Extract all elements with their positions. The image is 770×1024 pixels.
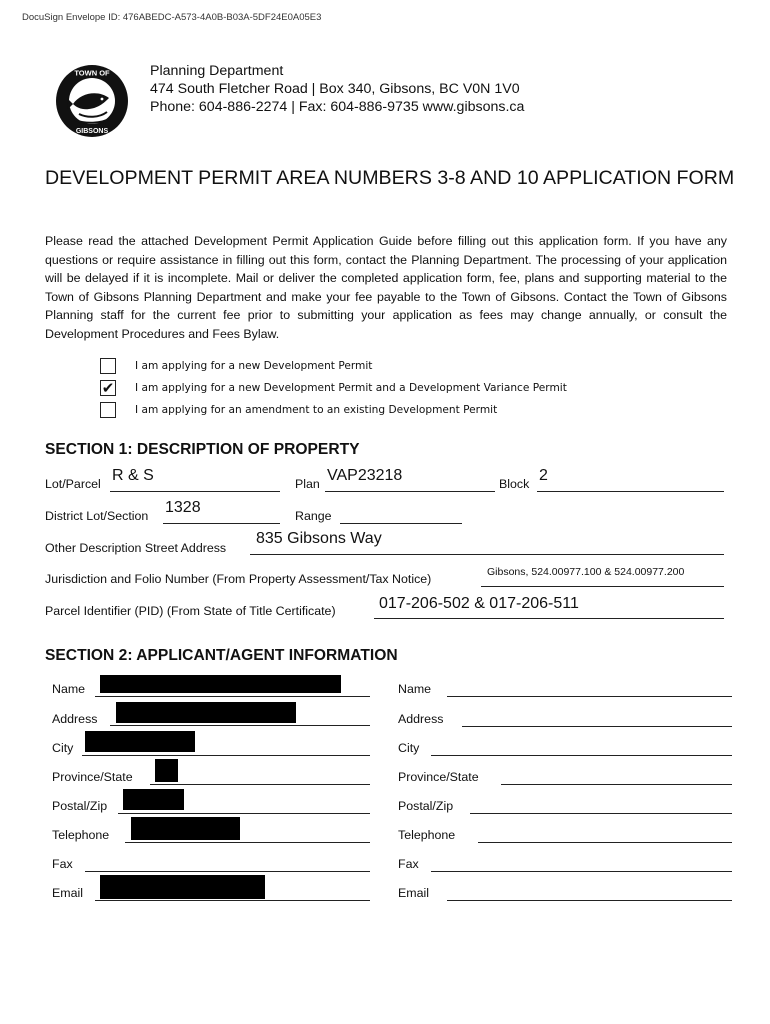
redaction-block <box>85 731 195 752</box>
applicant-fax-label: Fax <box>52 857 73 871</box>
option-label: I am applying for an amendment to an existing Development Permit <box>135 404 498 416</box>
option-amendment[interactable] <box>100 400 497 420</box>
applicant-postal-field[interactable] <box>118 813 370 814</box>
form-title: DEVELOPMENT PERMIT AREA NUMBERS 3-8 AND 10 APPLICATION FORM <box>45 167 735 189</box>
pid-value: 017-206-502 & 017-206-511 <box>379 595 579 612</box>
district-field[interactable] <box>163 523 280 524</box>
agent-telephone-label: Telephone <box>398 828 456 842</box>
applicant-telephone-label: Telephone <box>52 828 110 842</box>
plan-value: VAP23218 <box>327 467 403 484</box>
lot-value: R & S <box>112 467 154 484</box>
department-contact: Phone: 604-886-2274 | Fax: 604-886-9735 www.gibsons.ca <box>150 99 525 115</box>
plan-field[interactable] <box>325 491 495 492</box>
applicant-email-field[interactable] <box>95 900 370 901</box>
town-logo <box>55 64 129 138</box>
redaction-block <box>100 875 265 899</box>
jurisdiction-value: Gibsons, 524.00977.100 & 524.00977.200 <box>487 566 685 578</box>
lot-field[interactable] <box>110 491 280 492</box>
district-label: District Lot/Section <box>45 509 149 523</box>
applicant-name-label: Name <box>52 682 86 696</box>
agent-telephone-field[interactable] <box>478 842 732 843</box>
department-address: 474 South Fletcher Road | Box 340, Gibsons, BC V0N 1V0 <box>150 81 520 97</box>
option-new-dp[interactable] <box>100 356 372 376</box>
agent-email-field[interactable] <box>447 900 732 901</box>
logo-top-text: TOWN OF <box>74 68 110 78</box>
range-label: Range <box>295 509 332 523</box>
block-value: 2 <box>539 467 548 484</box>
agent-province-label: Province/State <box>398 770 479 784</box>
redaction-block <box>100 675 341 693</box>
jurisdiction-label: Jurisdiction and Folio Number (From Property Assessment/Tax Notice) <box>45 572 432 586</box>
applicant-city-field[interactable] <box>82 755 370 756</box>
option-label: I am applying for a new Development Permit and a Development Variance Permit <box>135 382 567 394</box>
agent-city-label: City <box>398 741 420 755</box>
jurisdiction-field[interactable] <box>481 586 724 587</box>
agent-address-field[interactable] <box>462 726 732 727</box>
block-label: Block <box>499 477 530 491</box>
option-label: I am applying for a new Development Permit <box>135 360 373 372</box>
checkbox-amendment[interactable] <box>100 402 116 418</box>
applicant-name-field[interactable] <box>95 696 370 697</box>
pid-label: Parcel Identifier (PID) (From State of Title Certificate) <box>45 604 336 618</box>
applicant-address-label: Address <box>52 712 98 726</box>
applicant-city-label: City <box>52 741 74 755</box>
applicant-postal-label: Postal/Zip <box>52 799 108 813</box>
section2-heading: SECTION 2: APPLICANT/AGENT INFORMATION <box>45 647 398 664</box>
applicant-province-field[interactable] <box>150 784 370 785</box>
applicant-address-field[interactable] <box>110 725 370 726</box>
checkbox-new-dp-dvp[interactable]: ✔ <box>101 379 115 397</box>
agent-email-label: Email <box>398 886 429 900</box>
block-field[interactable] <box>537 491 724 492</box>
other-description-field[interactable] <box>250 554 724 555</box>
section1-heading: SECTION 1: DESCRIPTION OF PROPERTY <box>45 441 360 458</box>
district-value: 1328 <box>165 499 201 516</box>
other-description-label: Other Description Street Address <box>45 541 227 555</box>
logo-bottom-text: GIBSONS <box>75 128 109 135</box>
agent-province-field[interactable] <box>501 784 732 785</box>
agent-postal-field[interactable] <box>470 813 732 814</box>
redaction-block <box>155 759 178 782</box>
redaction-block <box>123 789 184 810</box>
envelope-id: DocuSign Envelope ID: 476ABEDC-A573-4A0B-B03A-5DF24E0A05E3 <box>22 12 322 23</box>
agent-address-label: Address <box>398 712 444 726</box>
applicant-telephone-field[interactable] <box>125 842 370 843</box>
other-description-value: 835 Gibsons Way <box>256 530 382 547</box>
checkbox-new-dp[interactable] <box>100 358 116 374</box>
agent-postal-label: Postal/Zip <box>398 799 454 813</box>
intro-paragraph: Please read the attached Development Permit Application Guide before filling out this application form. If you have any questions or require assistance in filling out this form, contact the Planning Department. The processing of your application will be delayed if it is incomplete. Mail or deliver the completed application form, fee, plans and supporting material to the Town of Gibsons Planning Department and make your fee payable to the Town of Gibsons. Contact the Town of Gibsons Planning staff for the current fee prior to submitting your application as fees may change annually, or consult the Development Procedures and Fees Bylaw. <box>45 234 727 341</box>
applicant-email-label: Email <box>52 886 83 900</box>
department-name: Planning Department <box>150 63 284 79</box>
letterhead <box>150 62 524 116</box>
applicant-fax-field[interactable] <box>85 871 370 872</box>
redaction-block <box>116 702 296 723</box>
agent-name-label: Name <box>398 682 432 696</box>
pid-field[interactable] <box>374 618 724 619</box>
redaction-block <box>131 817 240 840</box>
agent-fax-field[interactable] <box>431 871 732 872</box>
agent-city-field[interactable] <box>431 755 732 756</box>
applicant-province-label: Province/State <box>52 770 133 784</box>
option-new-dp-dvp[interactable] <box>100 378 567 398</box>
agent-name-field[interactable] <box>447 696 732 697</box>
plan-label: Plan <box>295 477 320 491</box>
range-field[interactable] <box>340 523 462 524</box>
agent-fax-label: Fax <box>398 857 419 871</box>
lot-label: Lot/Parcel <box>45 477 101 491</box>
